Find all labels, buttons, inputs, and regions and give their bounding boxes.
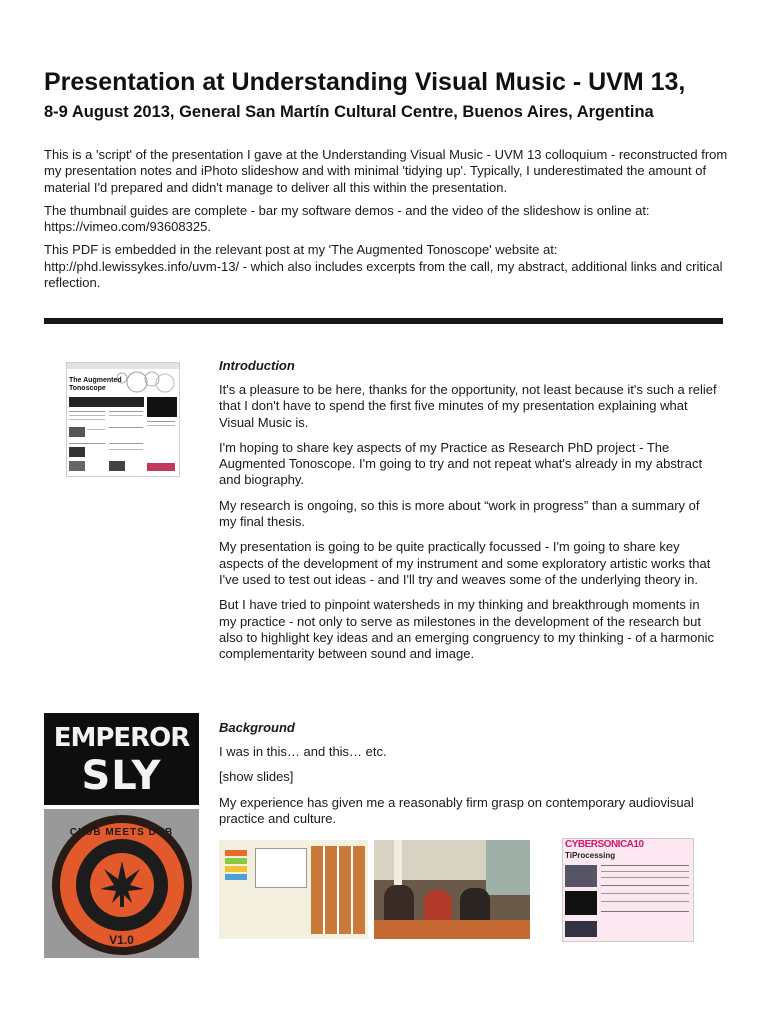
section-paragraph: [show slides] (219, 769, 294, 785)
cybersonica-title: CYBERSONICA10 (565, 839, 644, 850)
cybersonica-image (562, 838, 694, 942)
section-paragraph: It's a pleasure to be here, thanks for the opportunity, not least because it's such a relief that I don't have to spend the first five minutes of my presentation explaining what Visual Music is. (219, 382, 717, 430)
section-heading: Introduction (219, 358, 295, 373)
section-paragraph: I'm hoping to share key aspects of my Practice as Research PhD project - The Augmented Tonoscope. I'm going to try and not repeat what's already in my abstract and biography. (219, 439, 703, 488)
cafe-audience-photo (374, 840, 530, 939)
document-title: Presentation at Understanding Visual Music - UVM 13, (44, 68, 686, 96)
hypermedia-grid-image (219, 840, 368, 939)
cybersonica-subtitle: TiProcessing (565, 851, 616, 860)
emperor-sly-line1: EMPEROR (53, 723, 190, 753)
club-meets-dub-version: V1.0 (109, 933, 134, 947)
club-meets-dub-label: CLUB MEETS DUB (69, 827, 174, 838)
introduction-section (219, 358, 719, 671)
club-meets-dub-image (44, 809, 199, 958)
intro-paragraph: This is a 'script' of the presentation I gave at the Understanding Visual Music - UVM 13 colloquium - reconstructed from my presentation notes and iPhoto slideshow and with minimal 'tidying up'. Typically, I underestimated the amount of material I'd prepared and didn't manage to deliver all this within the presentation. (44, 147, 728, 195)
section-heading: Background (219, 720, 295, 735)
emperor-sly-image (44, 713, 199, 805)
section-paragraph: My presentation is going to be quite practically focussed - I'm going to share key aspects of the development of my instrument and some exploratory artistic works that I've used to test out ideas - and I'll try and weaves some of the underlying theory in. (219, 539, 711, 587)
emperor-sly-line2: SLY (81, 753, 162, 799)
intro-paragraph: This PDF is embedded in the relevant post at my 'The Augmented Tonoscope' website at: http://phd.lewissykes.info/uvm-13/ - which also includes excerpts from the call, my abstract, additional links and critical reflection. (44, 242, 723, 291)
intro-paragraph: The thumbnail guides are complete - bar my software demos - and the video of the slideshow is online at: https://vimeo.com/93608325. (44, 202, 650, 235)
section-paragraph: But I have tried to pinpoint watersheds in my thinking and breakthrough moments in my practice - not only to serve as milestones in the development of the research but also to highlight key ideas and an emerging congruency to my thinking - of a harmonic complementarity between sound and image. (219, 597, 715, 662)
background-section (219, 720, 719, 836)
section-paragraph: My experience has given me a reasonably firm grasp on contemporary audiovisual practice and culture. (219, 794, 694, 826)
intro-section (44, 147, 734, 298)
website-thumbnail-title: The Augmented Tonoscope (69, 377, 122, 392)
document-subtitle: 8-9 August 2013, General San Martín Cultural Centre, Buenos Aires, Argentina (44, 103, 654, 121)
section-divider (44, 318, 723, 324)
section-paragraph: I was in this… and this… etc. (219, 744, 387, 759)
section-paragraph: My research is ongoing, so this is more about “work in progress” than a summary of my final thesis. (219, 497, 700, 530)
website-thumbnail (66, 362, 180, 477)
